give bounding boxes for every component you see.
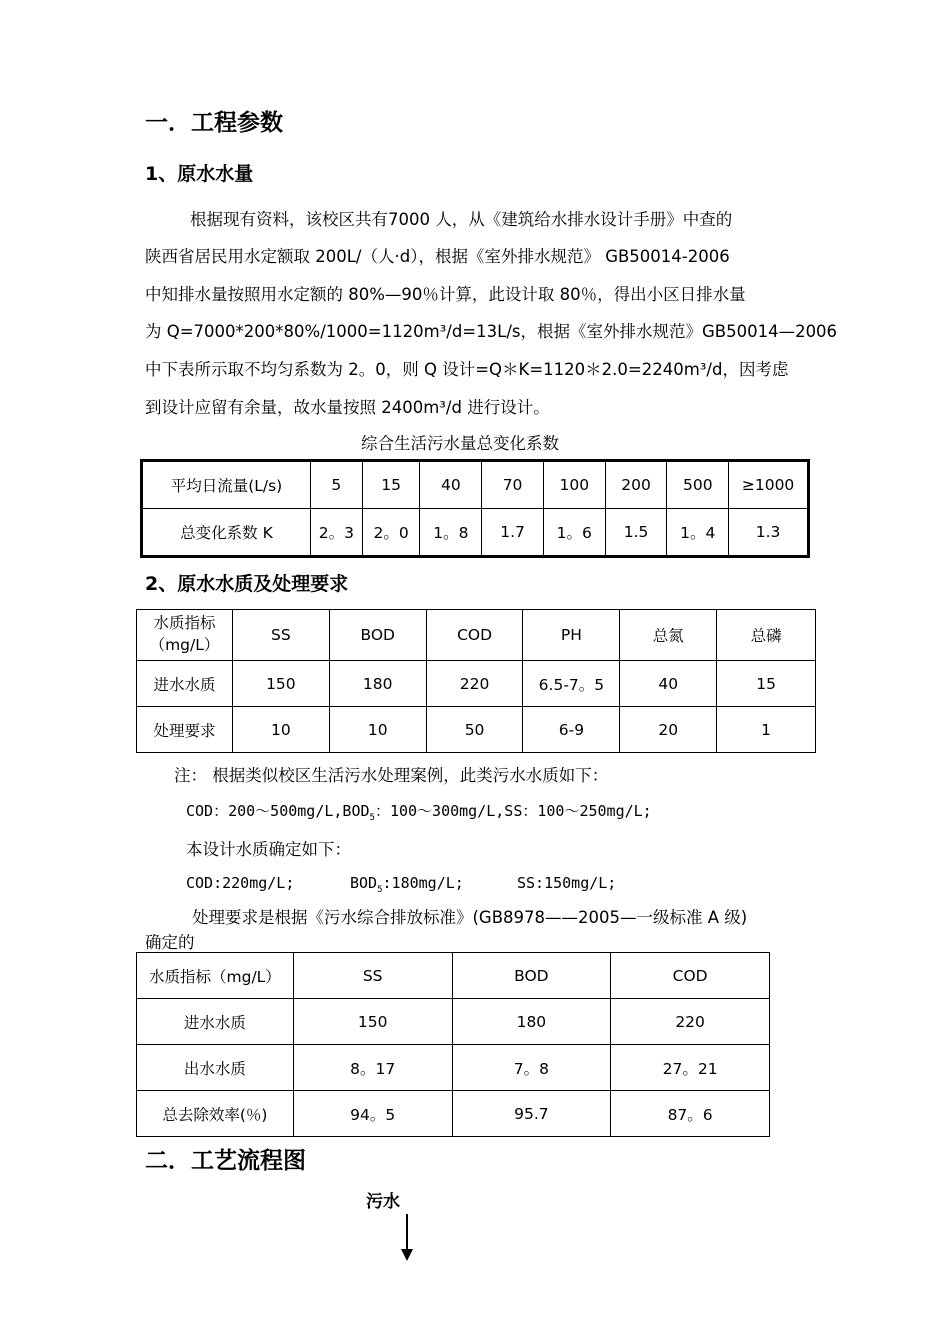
design-bod-rest: :180mg/L; [382, 874, 464, 892]
table-cell: 6.5-7。5 [523, 661, 620, 707]
arrow-down-icon [401, 1249, 413, 1261]
table-cell: 40 [620, 661, 717, 707]
table-cell: 220 [611, 999, 770, 1045]
table-cell: 15 [717, 661, 816, 707]
table-cell: ≥1000 [729, 461, 809, 509]
water-quality-table [136, 609, 816, 753]
table-cell: 180 [329, 661, 426, 707]
table-cell: 总去除效率(％) [137, 1091, 294, 1137]
table-cell: PH [523, 610, 620, 661]
design-cod: COD:220mg/L; [186, 874, 295, 892]
cod-range-text: COD：200～500mg/L,BOD [186, 802, 370, 820]
table-cell: 8。17 [293, 1045, 452, 1091]
table-cell: 70 [482, 461, 544, 509]
design-ss: SS:150mg/L; [517, 874, 617, 892]
subsection-water-volume: 1、原水水量 [145, 163, 254, 185]
table-cell: 1。6 [543, 509, 605, 557]
table-cell: 1.3 [729, 509, 809, 557]
table-cell: 40 [420, 461, 482, 509]
table-cell: 1.7 [482, 509, 544, 557]
cod-range-rest: ：100～300mg/L,SS：100～250mg/L; [374, 802, 652, 820]
table1-caption: 综合生活污水量总变化系数 [361, 434, 559, 453]
subscript: 5 [369, 813, 375, 823]
table-cell: 15 [362, 461, 420, 509]
para-line: 中知排水量按照用水定额的 80%—90％计算，此设计取 80％，得出小区日排水量 [145, 285, 746, 304]
table-cell: 1 [717, 707, 816, 753]
table-cell: 水质指标（mg/L） [137, 953, 294, 999]
section1-title: 一．工程参数 [145, 110, 283, 136]
flow-start-label: 污水 [366, 1192, 400, 1212]
design-line: 本设计水质确定如下： [186, 840, 351, 859]
table-cell: 150 [232, 661, 329, 707]
table-cell: 150 [293, 999, 452, 1045]
table-cell: 94。5 [293, 1091, 452, 1137]
table-cell: 2。0 [362, 509, 420, 557]
table-cell: COD [611, 953, 770, 999]
table-cell: 6-9 [523, 707, 620, 753]
note-line: 注： 根据类似校区生活污水处理案例，此类污水水质如下： [174, 766, 609, 785]
subsection-water-quality: 2、原水水质及处理要求 [145, 573, 349, 595]
section2-title: 二．工艺流程图 [145, 1148, 306, 1174]
table-cell: 27。21 [611, 1045, 770, 1091]
table-cell: 7。8 [452, 1045, 611, 1091]
table-cell: 平均日流量(L/s) [142, 461, 311, 509]
table-cell: 2。3 [310, 509, 362, 557]
para-line: 中下表所示取不均匀系数为 2。0，则 Q 设计=Q＊K=1120＊2.0=2240m³/d，因考虑 [145, 360, 789, 379]
table-cell: 180 [452, 999, 611, 1045]
table-cell: 500 [667, 461, 729, 509]
table-cell: 1。4 [667, 509, 729, 557]
cod-range-line [186, 800, 652, 823]
table-cell: 1.5 [605, 509, 667, 557]
table-cell: 200 [605, 461, 667, 509]
table-cell: 5 [310, 461, 362, 509]
table-cell: 20 [620, 707, 717, 753]
design-bod-text: BOD [350, 874, 378, 892]
table-cell: 50 [426, 707, 523, 753]
design-bod [350, 874, 464, 895]
table-cell: 100 [543, 461, 605, 509]
table-cell: 总氮 [620, 610, 717, 661]
table-cell: 处理要求 [137, 707, 233, 753]
para-line: 陕西省居民用水定额取 200L/（人·d），根据《室外排水规范》 GB50014-2006 [145, 247, 730, 266]
table-cell: SS [232, 610, 329, 661]
table-cell: 水质指标（mg/L） [137, 610, 233, 661]
req-line: 处理要求是根据《污水综合排放标准》(GB8978——2005—一级标准 A 级) [192, 908, 748, 927]
flow-arrow-line [406, 1214, 408, 1250]
table-cell: COD [426, 610, 523, 661]
table-cell: 1。8 [420, 509, 482, 557]
table-cell: SS [293, 953, 452, 999]
removal-efficiency-table [136, 952, 770, 1137]
para-line: 为 Q=7000*200*80%/1000=1120m³/d=13L/s，根据《室外排水规范》GB50014—2006 [145, 322, 838, 341]
table-cell: 10 [232, 707, 329, 753]
table-cell: BOD [329, 610, 426, 661]
table-cell: 95.7 [452, 1091, 611, 1137]
para-line: 根据现有资料，该校区共有7000 人，从《建筑给水排水设计手册》中查的 [190, 210, 733, 229]
req-line-2: 确定的 [145, 933, 195, 952]
variation-coefficient-table [140, 459, 810, 558]
table-cell: 出水水质 [137, 1045, 294, 1091]
table-cell: 220 [426, 661, 523, 707]
subscript: 5 [377, 885, 383, 895]
table-cell: 10 [329, 707, 426, 753]
table-cell: BOD [452, 953, 611, 999]
table-cell: 总磷 [717, 610, 816, 661]
table-cell: 进水水质 [137, 661, 233, 707]
table-cell: 总变化系数 K [142, 509, 311, 557]
para-line: 到设计应留有余量，故水量按照 2400m³/d 进行设计。 [145, 398, 550, 417]
table-cell: 87。6 [611, 1091, 770, 1137]
table-cell: 进水水质 [137, 999, 294, 1045]
